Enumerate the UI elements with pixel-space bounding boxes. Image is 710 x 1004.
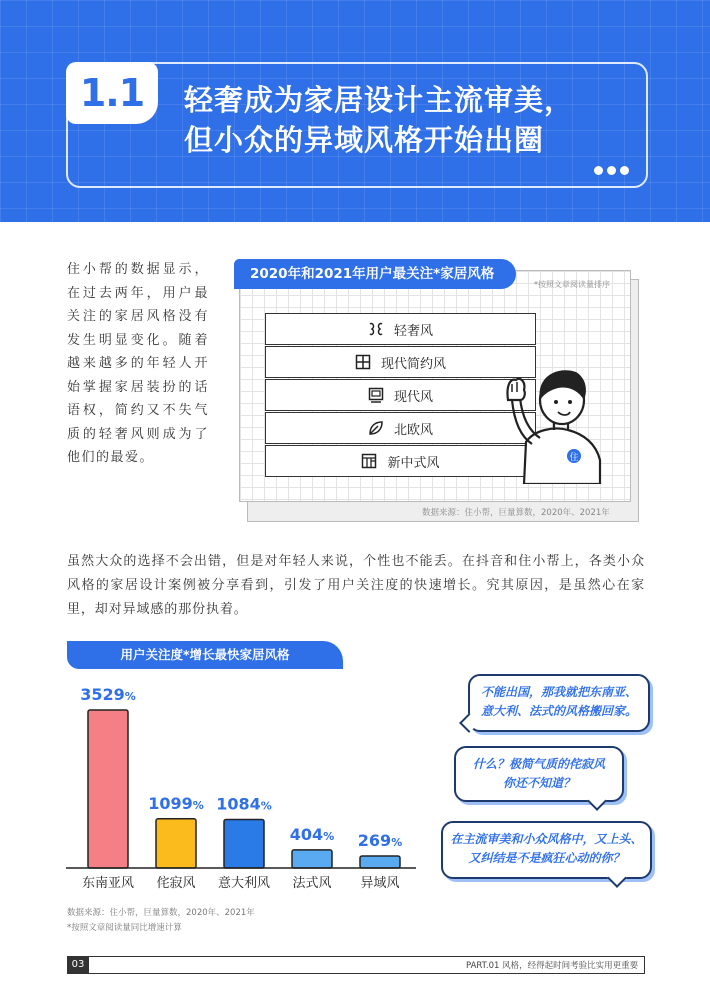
person-badge: 住: [569, 453, 579, 463]
chart-footnote: *按照文章阅读量同比增速计算: [67, 923, 182, 933]
panel-source: 数据来源：住小帮，巨量算数，2020年、2021年: [422, 508, 610, 518]
header-banner: [0, 0, 710, 222]
data-label: 1099%: [148, 793, 204, 813]
bubble-line: 不能出国，那我就把东南亚、: [480, 685, 637, 699]
style-label: 轻奢风: [393, 323, 433, 339]
category-label: 法式风: [292, 876, 332, 891]
chinese-door-icon: [361, 453, 377, 469]
page-number: 03: [67, 956, 89, 974]
footer-text: PART.01 风格，经得起时间考验比实用更重要: [466, 961, 639, 971]
speech-bubble: [468, 674, 650, 732]
bar-chart: [60, 676, 420, 896]
more-dots-icon: [594, 160, 633, 172]
bar: [156, 819, 196, 868]
bubble-line: 你还不知道？: [502, 776, 575, 790]
list-item: [265, 313, 536, 345]
section-number: 1.1: [66, 62, 158, 124]
bubble-tail: [587, 791, 607, 811]
style-label: 北欧风: [393, 422, 433, 438]
bubble-tail: [607, 868, 627, 888]
luxury-icon: [368, 321, 384, 337]
title-line-1: 轻奢成为家居设计主流审美，: [184, 83, 575, 117]
data-label: 269%: [357, 830, 403, 850]
category-label: 东南亚风: [81, 876, 135, 891]
category-label: 意大利风: [217, 876, 271, 891]
window-icon: [355, 354, 371, 370]
bar: [88, 710, 128, 868]
leaf-icon: [368, 420, 384, 436]
speech-bubble: [454, 746, 624, 802]
bubble-line: 又纠结是不是疯狂心动的你？: [468, 851, 625, 865]
data-label: 1084%: [216, 794, 272, 814]
data-label: 3529%: [80, 685, 136, 704]
page-title: [184, 80, 624, 160]
bar: [224, 819, 264, 868]
style-label: 新中式风: [387, 455, 440, 471]
bar: [360, 856, 400, 868]
chart-title: 用户关注度*增长最快家居风格: [67, 641, 343, 669]
bubble-line: 意大利、法式的风格搬回家。: [480, 704, 637, 718]
bar: [292, 850, 332, 868]
style-label: 现代风: [393, 389, 433, 405]
chart-source: 数据来源：住小帮，巨量算数，2020年、2021年: [67, 908, 255, 918]
bubble-line: 在主流审美和小众风格中，又上头、: [450, 832, 643, 846]
speech-bubble: [441, 821, 652, 879]
person-illustration: [488, 360, 612, 484]
data-label: 404%: [289, 824, 335, 844]
panel-title: 2020年和2021年用户最关注*家居风格: [234, 259, 516, 289]
bubble-line: 什么？极简气质的侘寂风: [472, 757, 605, 771]
category-label: 侘寂风: [156, 876, 196, 891]
tv-icon: [368, 387, 384, 403]
body-paragraph: 虽然大众的选择不会出错，但是对年轻人来说，个性也不能丢。在抖音和住小帮上，各类小众风格的家居设计案例被分享看到，引发了用户关注度的快速增长。究其原因，是虽然心在家里，却对异域感的那份执着。: [67, 554, 645, 617]
panel-note: *按照文章阅读量排序: [534, 280, 610, 289]
intro-paragraph: 住小帮的数据显示，在过去两年，用户最关注的家居风格没有发生明显变化。随着越来越多的年轻人开始掌握家居装扮的话语权，简约又不失气质的轻奢风则成为了他们的最爱。: [67, 262, 209, 465]
category-label: 异域风: [360, 876, 400, 891]
title-line-2: 但小众的异域风格开始出圈: [184, 123, 545, 157]
style-label: 现代简约风: [380, 356, 446, 372]
